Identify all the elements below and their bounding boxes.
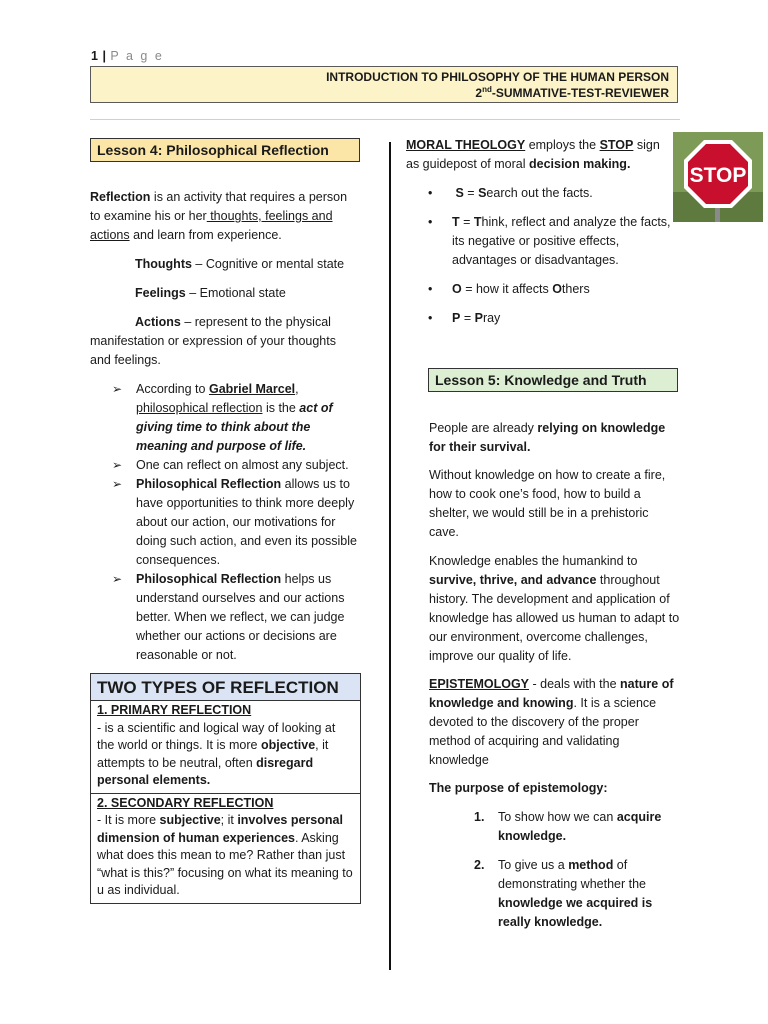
reflection-bullets bbox=[112, 380, 364, 665]
purpose-heading: The purpose of epistemology: bbox=[429, 781, 608, 795]
list-item: ➢ Philosophical Reflection helps us understand ourselves and our actions better. When we reflect, we can judge whether our actions or decisions are reasonable or not. bbox=[112, 572, 345, 662]
bullet-icon: • bbox=[428, 186, 433, 200]
header-divider bbox=[90, 119, 680, 120]
header-title: INTRODUCTION TO PHILOSOPHY OF THE HUMAN PERSON bbox=[326, 70, 669, 84]
header-subtitle: 2nd-SUMMATIVE-TEST-REVIEWER bbox=[475, 85, 669, 100]
knowledge-paragraph-2: Without knowledge on how to create a fire, how to cook one’s food, how to build a shelter, we would still be in a prehistoric cave. bbox=[429, 468, 666, 539]
column-divider bbox=[389, 142, 391, 970]
types-title: TWO TYPES OF REFLECTION bbox=[91, 674, 360, 701]
stop-acronym-list bbox=[428, 184, 678, 328]
bullet-icon: • bbox=[428, 282, 433, 296]
page-number: 1 | P a g e bbox=[91, 49, 164, 63]
bullet-icon: • bbox=[428, 215, 433, 229]
list-item: • T = Think, reflect and analyze the facts, its negative or positive effects, advantages or disadvantages. bbox=[428, 215, 671, 267]
stop-sign-icon bbox=[673, 132, 763, 222]
epistemology-definition: EPISTEMOLOGY - deals with the nature of knowledge and knowing. It is a science devoted to the discovery of the proper method of acquiring and validating knowledge bbox=[429, 677, 674, 767]
svg-text:STOP: STOP bbox=[689, 164, 747, 187]
purpose-list bbox=[474, 808, 674, 942]
lesson-4-title: Lesson 4: Philosophical Reflection bbox=[90, 138, 360, 162]
arrow-bullet-icon: ➢ bbox=[112, 458, 123, 472]
stop-sign-image bbox=[673, 132, 763, 222]
list-item: • O = how it affects Others bbox=[428, 280, 678, 299]
knowledge-paragraph-1: People are already relying on knowledge for their survival. bbox=[429, 421, 666, 454]
list-item: ➢ Philosophical Reflection allows us to have opportunities to think more deeply about our action, our motivations for doing such action, and even its possible consequences. bbox=[112, 477, 357, 567]
moral-theology-intro: MORAL THEOLOGY employs the STOP sign as guidepost of moral decision making. bbox=[406, 138, 660, 171]
definition-feelings: Feelings – Emotional state bbox=[135, 286, 286, 300]
arrow-bullet-icon: ➢ bbox=[112, 382, 123, 396]
arrow-bullet-icon: ➢ bbox=[112, 572, 123, 586]
secondary-reflection: 2. SECONDARY REFLECTION - It is more subjective; it involves personal dimension of human experiences. Asking what does this mean to me? Rather than just “what is this?” focusing on what its meaning to u as individual. bbox=[91, 793, 360, 903]
list-item: • P = Pray bbox=[428, 309, 678, 328]
list-item: 2. To give us a method of demonstrating whether the knowledge we acquired is really knowledge. bbox=[474, 858, 653, 929]
bullet-icon: • bbox=[428, 311, 433, 325]
list-item: ➢ One can reflect on almost any subject. bbox=[112, 456, 364, 475]
two-types-of-reflection-box bbox=[90, 673, 361, 904]
definition-actions: Actions – represent to the physical manifestation or expression of your thoughts and feelings. bbox=[90, 315, 336, 367]
primary-reflection: 1. PRIMARY REFLECTION - is a scientific and logical way of looking at the world or things. It is more objective, it attempts to be neutral, often disregard personal elements. bbox=[97, 703, 336, 787]
definition-thoughts: Thoughts – Cognitive or mental state bbox=[135, 257, 345, 271]
reflection-intro: Reflection is an activity that requires a person to examine his or her thoughts, feelings and actions and learn from experience. bbox=[90, 190, 348, 242]
arrow-bullet-icon: ➢ bbox=[112, 477, 123, 491]
knowledge-paragraph-3: Knowledge enables the humankind to survive, thrive, and advance throughout history. The development and application of knowledge has allowed us human to adapt to our environment, overcome challenges, improve our quality of life. bbox=[429, 554, 680, 663]
lesson-5-title: Lesson 5: Knowledge and Truth bbox=[428, 368, 678, 392]
list-item: ➢ According to Gabriel Marcel, philosophical reflection is the act of giving time to think about the meaning and purpose of life. bbox=[112, 382, 333, 453]
list-item: 1. To show how we can acquire knowledge. bbox=[474, 810, 662, 843]
list-item: • S = Search out the facts. bbox=[428, 184, 678, 203]
document-header bbox=[90, 66, 678, 103]
